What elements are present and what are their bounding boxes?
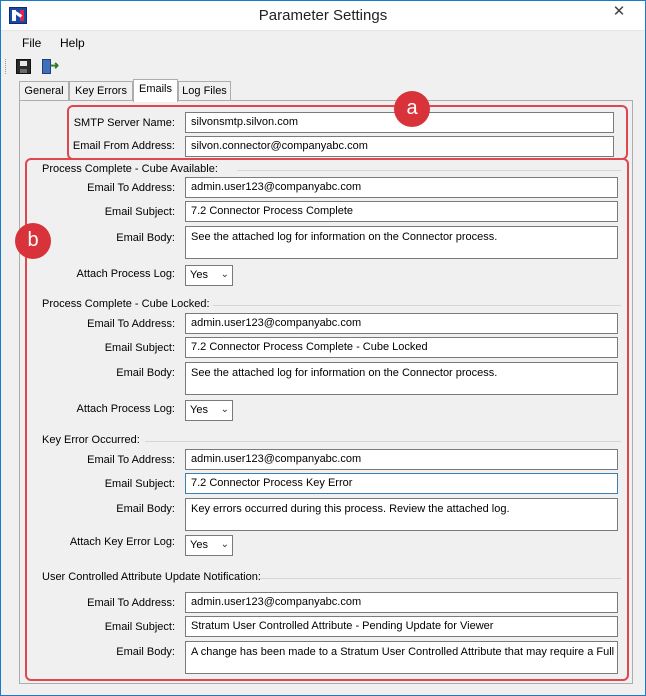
- email-to-field[interactable]: admin.user123@companyabc.com: [185, 449, 618, 470]
- chevron-down-icon: ⌄: [220, 539, 229, 550]
- email-body-field[interactable]: Key errors occurred during this process. Review the attached log.: [185, 498, 618, 531]
- email-subject-label: Email Subject:: [104, 478, 175, 490]
- email-body-field[interactable]: See the attached log for information on the Connector process.: [185, 226, 618, 259]
- select-value: Yes: [190, 404, 208, 416]
- callout-box-a: [67, 105, 628, 160]
- email-to-field[interactable]: admin.user123@companyabc.com: [185, 177, 618, 198]
- menu-help[interactable]: Help: [60, 36, 85, 50]
- email-from-label: Email From Address:: [72, 140, 175, 152]
- group-title-key-error: Key Error Occurred:: [42, 434, 140, 446]
- email-subject-field[interactable]: 7.2 Connector Process Key Error: [185, 473, 618, 494]
- smtp-server-label: SMTP Server Name:: [73, 117, 175, 129]
- tab-emails[interactable]: Emails: [133, 79, 178, 102]
- email-to-label: Email To Address:: [87, 454, 175, 466]
- email-body-label: Email Body:: [116, 367, 175, 379]
- email-body-label: Email Body:: [116, 232, 175, 244]
- group-title-uca-update: User Controlled Attribute Update Notification:: [42, 571, 261, 583]
- menu-bar: [1, 32, 645, 54]
- email-from-field[interactable]: silvon.connector@companyabc.com: [185, 136, 614, 157]
- window-title: Parameter Settings: [258, 7, 388, 24]
- tab-key-errors[interactable]: Key Errors: [69, 81, 133, 101]
- email-body-label: Email Body:: [116, 646, 175, 658]
- smtp-server-field[interactable]: silvonsmtp.silvon.com: [185, 112, 614, 133]
- email-subject-field[interactable]: 7.2 Connector Process Complete - Cube Locked: [185, 337, 618, 358]
- attach-process-log-label: Attach Process Log:: [76, 403, 175, 415]
- toolbar-grip: [5, 59, 8, 74]
- email-subject-label: Email Subject:: [104, 206, 175, 218]
- email-subject-label: Email Subject:: [104, 621, 175, 633]
- toolbar: [1, 56, 645, 78]
- email-to-field[interactable]: admin.user123@companyabc.com: [185, 313, 618, 334]
- exit-icon[interactable]: ➜: [41, 58, 59, 75]
- email-to-label: Email To Address:: [87, 597, 175, 609]
- attach-process-log-label: Attach Process Log:: [76, 268, 175, 280]
- save-icon[interactable]: [16, 59, 31, 74]
- chevron-down-icon: ⌄: [220, 404, 229, 415]
- chevron-down-icon: ⌄: [220, 269, 229, 280]
- tab-log-files[interactable]: Log Files: [178, 81, 231, 101]
- email-to-field[interactable]: admin.user123@companyabc.com: [185, 592, 618, 613]
- email-body-field[interactable]: See the attached log for information on the Connector process.: [185, 362, 618, 395]
- close-button[interactable]: ✕: [612, 3, 626, 20]
- email-to-label: Email To Address:: [87, 182, 175, 194]
- callout-badge-b: b: [15, 223, 51, 259]
- email-body-field[interactable]: A change has been made to a Stratum User Controlled Attribute that may require a Full: [185, 641, 618, 674]
- email-body-label: Email Body:: [116, 503, 175, 515]
- email-subject-field[interactable]: 7.2 Connector Process Complete: [185, 201, 618, 222]
- group-title-cube-available: Process Complete - Cube Available:: [42, 163, 218, 175]
- callout-box-b: [25, 158, 629, 681]
- select-value: Yes: [190, 269, 208, 281]
- tab-general[interactable]: General: [19, 81, 69, 101]
- group-title-cube-locked: Process Complete - Cube Locked:: [42, 298, 210, 310]
- email-subject-field[interactable]: Stratum User Controlled Attribute - Pending Update for Viewer: [185, 616, 618, 637]
- callout-badge-a: a: [394, 91, 430, 127]
- email-subject-label: Email Subject:: [104, 342, 175, 354]
- title-bar: [1, 1, 645, 31]
- select-value: Yes: [190, 539, 208, 551]
- email-to-label: Email To Address:: [87, 318, 175, 330]
- menu-file[interactable]: File: [22, 36, 42, 50]
- attach-key-error-log-label: Attach Key Error Log:: [69, 536, 175, 548]
